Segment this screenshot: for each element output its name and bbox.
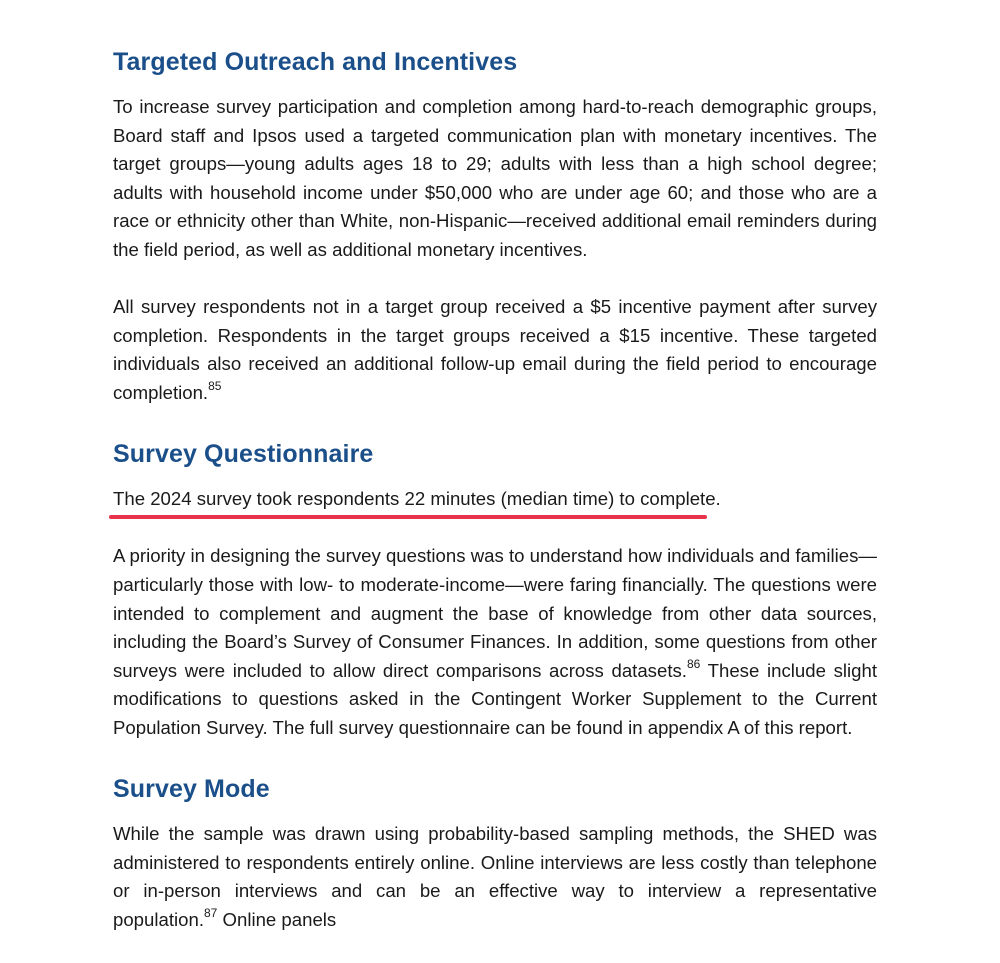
red-underline-annotation [109, 515, 707, 519]
paragraph-text: All survey respondents not in a target group received a $5 incentive payment after survey completion. Respondents in the target groups received a $15 incentive. These targeted individuals also received an additional follow-up email during the field period to encourage completion. [113, 296, 877, 403]
paragraph [113, 820, 877, 934]
paragraph [113, 542, 877, 742]
paragraph-text: While the sample was drawn using probability-based sampling methods, the SHED was administered to respondents entirely online. Online interviews are less costly than telephone or in-person interviews and can be an effective way to interview a representative population. [113, 823, 877, 930]
footnote-ref[interactable]: 87 [203, 905, 218, 920]
paragraph-text: A priority in designing the survey questions was to understand how individuals and families—particularly those with low- to moderate-income—were faring financially. The questions were intended to complement and augment the base of knowledge from other data sources, including the Board’s Survey of Consumer Finances. In addition, some questions from other surveys were included to allow direct comparisons across datasets. [113, 545, 877, 681]
section-heading: Survey Questionnaire [113, 440, 374, 469]
highlighted-text: The 2024 survey took respondents 22 minutes (median time) to complete. [113, 488, 721, 510]
section-heading: Survey Mode [113, 775, 270, 804]
paragraph-text: Online panels [217, 908, 337, 930]
footnote-ref[interactable]: 85 [208, 378, 222, 393]
section-targeted-outreach [113, 44, 877, 408]
section-heading: Targeted Outreach and Incentives [113, 48, 518, 76]
section-survey-mode [113, 771, 877, 934]
section-survey-questionnaire [113, 436, 877, 742]
paragraph: To increase survey participation and completion among hard-to-reach demographic groups, Board staff and Ipsos used a targeted communication plan with monetary incentives. The target groups—young adults ages 18 to 29; adults with less than a high school degree; adults with household income under $50,000 who are under age 60; and those who are a race or ethnicity other than White, non-Hispanic—received additional email reminders during the field period, as well as additional monetary incentives. [113, 96, 877, 260]
report-page [113, 44, 877, 963]
paragraph-text: These include slight modifications to questions asked in the Contingent Worker Supplement to the Current Population Survey. The full survey questionnaire can be found in appendix A of this report. [113, 659, 877, 738]
highlighted-paragraph [113, 485, 877, 514]
paragraph [113, 293, 877, 407]
footnote-ref[interactable]: 86 [686, 656, 701, 671]
